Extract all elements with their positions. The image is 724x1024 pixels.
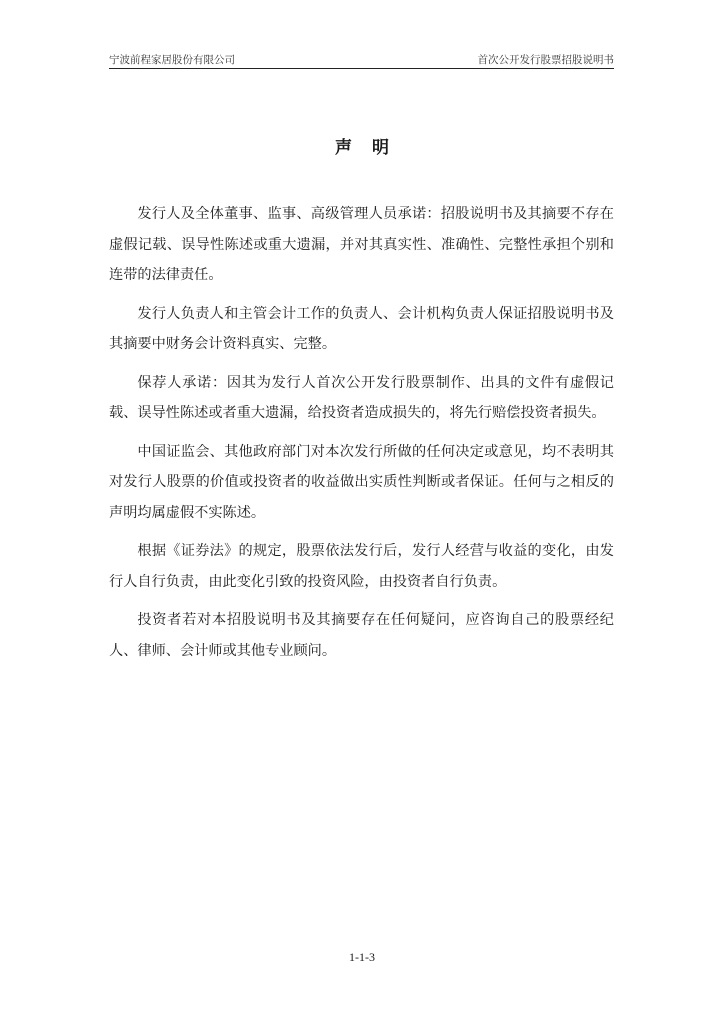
paragraph-securities-law: 根据《证券法》的规定，股票依法发行后，发行人经营与收益的变化，由发行人自行负责，由此变化引致的投资风险，由投资者自行负责。 bbox=[109, 543, 614, 590]
page-header bbox=[109, 52, 614, 69]
paragraph-issuer-commitment: 发行人及全体董事、监事、高级管理人员承诺：招股说明书及其摘要不存在虚假记载、误导性陈述或重大遗漏，并对其真实性、准确性、完整性承担个别和连带的法律责任。 bbox=[109, 206, 614, 283]
paragraph-csrc-disclaimer: 中国证监会、其他政府部门对本次发行所做的任何决定或意见，均不表明其对发行人股票的价值或投资者的收益做出实质性判断或者保证。任何与之相反的声明均属虚假不实陈述。 bbox=[109, 443, 614, 521]
page-title: 声明 bbox=[335, 138, 409, 158]
header-company-name: 宁波前程家居股份有限公司 bbox=[109, 54, 235, 66]
declaration-body bbox=[109, 199, 614, 674]
paragraph-sponsor-commitment: 保荐人承诺：因其为发行人首次公开发行股票制作、出具的文件有虚假记载、误导性陈述或者重大遗漏，给投资者造成损失的，将先行赔偿投资者损失。 bbox=[109, 374, 614, 421]
paragraph-financial-guarantee: 发行人负责人和主管会计工作的负责人、会计机构负责人保证招股说明书及其摘要中财务会计资料真实、完整。 bbox=[109, 305, 614, 352]
header-document-title: 首次公开发行股票招股说明书 bbox=[477, 54, 614, 66]
paragraph-investor-advice: 投资者若对本招股说明书及其摘要存在任何疑问，应咨询自己的股票经纪人、律师、会计师或其他专业顾问。 bbox=[109, 612, 614, 659]
page-number: 1-1-3 bbox=[349, 950, 375, 964]
